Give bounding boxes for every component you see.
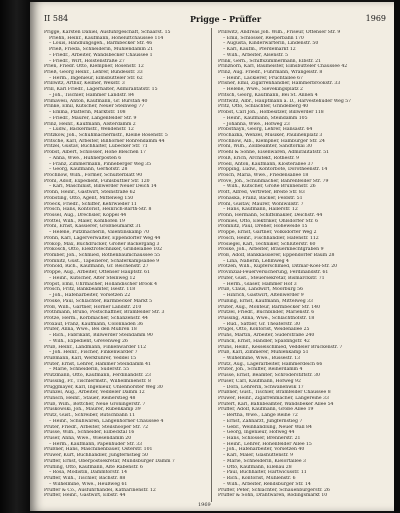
directory-entry: Prokosch, Otto, Elektrotechniker, Grindelallee 102	[44, 247, 163, 253]
directory-entry: Prösch, Hans, Kontorist, Heinrich-Barth-Str. 8	[44, 207, 152, 213]
directory-entry: Proeck, Friedr., Schiffer, Kehrwieder 11	[44, 201, 137, 207]
directory-entry: – Bertha, Wwe., Lange Reihe 72	[223, 413, 298, 419]
directory-entry: – Heinr., Schuhwaren, Langenhorner Chaussee 4	[49, 418, 164, 424]
directory-entry: Promber, Joh., Schmied, Rothenbaumchaussee 55	[44, 253, 161, 259]
directory-entry: Pröpping, Ludw., Kontorbote, Dorotheenstr. 14	[218, 167, 328, 173]
book-binding-gutter	[0, 0, 30, 513]
directory-entry: Proppe, Ernst, Gärtner, Volksdorfer Weg 2	[218, 230, 317, 236]
directory-entry: – Hans, Kaufmann, Hallerstr. 12	[223, 207, 298, 213]
directory-entry: Prillwitz, Arthur, Kellner, Wexstr. 3	[44, 81, 125, 87]
directory-entry: Prochnow, Wilh., Former, Schulterblatt 90	[44, 172, 143, 178]
directory-entry: Prieß, Georg Heinr., Lehrer, Bundesstr. 33	[44, 70, 143, 76]
directory-entry: Promnitz, Gust., Tapezierer, Schäferkampsallee 9	[44, 258, 160, 264]
directory-entry: Prochazka, Wenzel, Musiker, Paulinenplatz 3	[218, 132, 323, 138]
directory-entry: – Joh., Hafenarbeiter, Vorsetzen 40	[223, 447, 305, 453]
directory-entry: Prosch, Heinr., Fischhändler, Hafenstr. 112	[218, 235, 319, 241]
directory-entry: Prüsse, Wilh., Schneider, Eilbecktal 16	[44, 430, 135, 436]
directory-entry: Prittwitz, Albr., Hauptmann a. D., Harvestehuder Weg 57	[218, 98, 352, 104]
directory-entry: – Anna, Wwe., Hühnerposten 6	[49, 155, 122, 161]
directory-entry: Pruß, Wilh., Böttcher, Neue Gröningerstr. 7	[44, 401, 146, 407]
directory-entry: Pritsch, Georg, Kaufmann, Bei St. Annen 4	[218, 92, 318, 98]
directory-entry: Prüffer & Co., Ausfuhrhandel, Katharinenstr. 12	[44, 487, 156, 493]
directory-entry: Prüfer, Anna, Wwe., Bei den Mühren 18	[44, 327, 137, 333]
running-head-right: 1969	[365, 14, 386, 23]
directory-entry: Pritz, Otto, Schlachter, Grindelberg 40	[218, 104, 309, 110]
directory-entry: Prösch, Maria, Wwe., Friedensallee 18	[218, 172, 309, 178]
directory-entry: Prüser, Anna, Wwe., Wiesendamm 20	[44, 436, 132, 442]
directory-entry: Proehl & Söhne, Eisenwaren, Admiralitätstr. 51	[218, 150, 330, 156]
directory-entry: – Heinr., Lehrer, Hohenfelder Allee 15	[223, 441, 312, 447]
directory-entry: Prohl, Ernst, Kassierer, Großneumarkt 31	[44, 224, 142, 230]
directory-entry: Prohn, Karl, Lagerverwalter, Eppendorfer Weg 44	[44, 235, 161, 241]
directory-entry: Prutz, Gust., Schreiber, Rutschbahn 11	[44, 413, 136, 419]
directory-entry: – Friedr., Maurer, Langenfelder Str. 9	[49, 115, 137, 121]
directory-entry: Pröhl, Wilh., Zollbeamter, Sandtorkai 30	[218, 144, 313, 150]
directory-entry: Prüser, Carl, Kaufmann, Hofweg 92	[218, 378, 301, 384]
directory-entry: – Louis, Handlungsgeh., Barmbecker Str. 46	[49, 41, 153, 47]
directory-entry: Prüffer, Heinr., Gastwirt, Elbstr. 44	[44, 493, 126, 499]
directory-entry: – Herm., Glaser, Hammer Hof 3	[223, 281, 297, 287]
running-header	[30, 2, 394, 28]
directory-entry: – Johanna, Wwe., Hofweg 23	[223, 121, 290, 127]
directory-entry: – Joh., Tischler, Hammer Landstr. 84	[49, 92, 135, 98]
directory-entry: Pröttel, Wilh., Maler, Kohlhöfen 19	[44, 218, 125, 224]
directory-entry: Propst, Emil, Uhrmacher, Holländischer Brook 4	[44, 281, 158, 287]
directory-entry: – Ludw., Bäckermstr., Wendenstr. 12	[49, 127, 134, 133]
directory-entry: Prüsse, Ernst, Beamter, Schröderstiftstr. 30	[218, 373, 320, 379]
directory-entry: Pröve, Joh., Schuhmacher, Bahrenfelder Str. 79	[218, 178, 329, 184]
directory-entry: Proske, Paul, Schlachter, Barmbecker Markt 5	[44, 298, 153, 304]
directory-entry: Prüssing, Anna, Wwe., Schlachthofstr. 18	[218, 315, 315, 321]
directory-entry: Proppe, Aug., Arbeiter, Ottenser Hauptstr. 61	[44, 270, 151, 276]
directory-entry: – Heinr., Lackierer, Fruchtallee 67	[223, 75, 303, 81]
directory-entry: Prössel, Aug., Drechsler, Koppel 44	[44, 213, 127, 218]
directory-entry: Pronold, Rich., Kaufmann, Gr. Reichenstr. 27	[44, 264, 149, 270]
directory-entry: – Friedr., Arbeiter, Wandsbecker Chaussee 1	[49, 52, 153, 58]
directory-entry: Probst, Carl Joh., Hofbesitzer, Billwerder 118	[218, 110, 324, 116]
directory-entry: Proft, Alfred, Vertreter, Breite Str. 83	[218, 190, 305, 196]
directory-entry: Prüßner, Gust., Tischler, Bramfelder Chaussee 8	[218, 390, 331, 396]
directory-entry: Prien, Friedr. Otto, Klempner, Rosenstr. 12	[44, 64, 144, 70]
directory-entry: Prosiegel, Karl, Techniker, Schlüterstr. 60	[218, 241, 316, 247]
directory-entry: Prohn, Hermann, Schiffsmakler, Deichstr. 44	[218, 213, 323, 218]
directory-entry: Prüffer, Ernst, Oberpostsekretär, Mundsburger Damm 7	[44, 458, 175, 464]
directory-entry: – Franz, Zimmermann, Pinneberger Weg 35	[49, 161, 152, 167]
directory-entry: – Paul, Buchhalter, Hartwicusstr. 11	[223, 470, 307, 476]
directory-entry: Pröhl, Adolf, Expedient, Fuhlsbüttler Str. 120	[44, 178, 150, 184]
directory-entry: Prüß, Claus, Landwirt, Moorburg 56	[218, 287, 304, 293]
directory-entry: Prüwer, Kurt, Buchhändler, Jungfernstieg 50	[44, 453, 148, 459]
directory-entry: Prüfer, Gust., Steuersekretär, Bismarckstr. 71	[218, 275, 325, 281]
directory-entry: Prüffer, Wilh., Tischler, Bachstr. 88	[44, 476, 126, 482]
directory-entry: – Augusta, Kinderwärterin, Lindenstr. 50	[223, 41, 319, 47]
directory-entry: Pritzkow, Joh., Schuhmachermstr., Kleine Rosenstr. 5	[44, 132, 168, 138]
directory-entry: Prothmann, Bruno, Postschaffner, Bramfelder Str. 3	[44, 310, 165, 316]
directory-entry: – Wilh., Expedient, Grevenweg 26	[49, 338, 128, 344]
directory-entry: Promies, Otto, Elektriker, Ohlsdorfer Str. 6	[218, 218, 319, 224]
directory-entry: Promnitz, Paul, Dreher, Hoheweide 15	[218, 224, 308, 230]
directory-entry: – Marie, Schneiderin, Süderstr. 55	[49, 367, 130, 373]
directory-entry: Prüter, Ernst, Lehrer, Hammer Steindamm 41	[44, 361, 151, 367]
directory-entry: Prisner, Emil, Zigarrenhändler, Hammerbrookstr. 33	[218, 81, 341, 87]
directory-entry: – Emma, Plätterin, Marktstr. 108	[49, 110, 126, 116]
directory-entry: – Joh. Heinr., Fischer, Finkenwärder 7	[49, 350, 138, 356]
directory-entry: – Karl, Kaufm., Pferdemarkt 12	[223, 47, 296, 53]
right-column-entries	[218, 30, 390, 502]
directory-entry: Provinzial-Feuerversicherung, Ferdinandstr. 61	[218, 270, 329, 276]
directory-entry: – Gebr., Weinhandlung, Neuer Wall 84	[223, 424, 312, 430]
directory-entry: – Rud., Sattler, Gr. Theaterstr. 30	[223, 321, 301, 327]
page-number: II 584	[44, 14, 69, 23]
directory-entry: – Wilhelmine, Wwe., Bussestr. 13	[223, 355, 301, 361]
directory-entry: – Rich., Kontorist, Mühlenstr. 6	[223, 476, 296, 482]
directory-entry: Probsthayn, Georg, Lehrer, Hansastr. 64	[218, 127, 313, 133]
directory-entry: Proell, Anton, Kaufmann, Klosterallee 37	[218, 161, 314, 167]
directory-entry: Prüwer, Heinr., Zigarrenmacher, Langereihe 33	[218, 396, 329, 401]
directory-entry: Proske, Joh., Arbeiter, Brauerknechtgraben 9	[218, 247, 324, 253]
directory-entry: Prüßmann, Karl, Werkführer, Veddel 15	[44, 355, 137, 361]
directory-entry: Pruhs, Martin, Arbeiter, Süderstraße 240	[218, 333, 315, 339]
directory-entry: – Georg, Ingenieur, Hofweg 44	[223, 430, 295, 436]
directory-entry: – Helene, Putzmacherin, Valentinskamp 70	[49, 230, 150, 236]
directory-entry: Prohl, Gustav, Maurer, Wohlwillstr. 7	[218, 201, 304, 207]
directory-entry: Prinzhorn, Karl, Baumeister, Eimsbütteler Chaussee 42	[218, 64, 348, 70]
directory-entry: Prugel, Otto, Kontorist, Weidenallee 25	[218, 327, 310, 333]
directory-entry: – Herm., Ingenieur, Eimsbütteler Str. 62	[49, 75, 143, 81]
directory-entry: Prink, Gerh., Schiffszimmermann, Elbstr. 21	[218, 58, 321, 64]
directory-entry: Prochnow, Alb., Klempner, Hamburger Str. 24	[218, 138, 325, 144]
directory-entry: Prüffer, Peter, Schlachter, Schauenburgerstr. 26	[218, 487, 330, 493]
directory-entry: Priehn, Heinr., Kaufmann, Hoheluftchaussee 114	[49, 35, 164, 41]
directory-entry: – Karl, Maschinist, Billwerder Neuer Deich 14	[49, 184, 157, 190]
directory-entry: Pröhn, Heinr., Gastwirt, Steinstraße 62	[44, 190, 136, 196]
directory-entry: – Rosa, Modistin, Dammtorstr. 14	[49, 470, 128, 476]
directory-entry: – Dora, Lehrerin, Schwanenwik 17	[223, 384, 304, 390]
directory-entry: Prosch, Fritz, Bankbeamter, Isestr. 118	[44, 287, 136, 293]
directory-entry: Prüßner, Hans, Maschinenbauer, Osterstr. 101	[44, 447, 153, 453]
directory-entry: Probst, Albert, Schlosser, Hohe Bleichen 17	[44, 150, 146, 156]
directory-entry: Pruter, Friedr., Arbeiter, Steilshooper Str. 72	[44, 424, 149, 430]
directory-entry: Prigge, Karsten Daniel, Ausfuhrgeschäft, Schaarst. 15	[44, 30, 171, 35]
directory-entry: – Lina, Näherin, Lehmweg 4	[223, 258, 289, 264]
directory-entry: Pruß, Karl, Zimmerer, Mühlenkamp 51	[218, 350, 309, 356]
column-divider	[211, 28, 212, 502]
directory-entry: Prunzel, Aug., Arbeiter, Veddeler Damm 12	[44, 390, 145, 396]
directory-page	[30, 2, 394, 511]
scan-right-edge	[394, 0, 400, 513]
directory-entry: Pruns, Heinr., Kesselschmied, Veddeler Brückenstr. 7	[218, 344, 343, 350]
directory-entry: Prüfling, Otto, Kaufmann, Alte Rabenstr. 6	[44, 464, 143, 470]
directory-entry: Pröbsting, Otto, Agent, Mittelweg 150	[44, 195, 134, 201]
directory-entry: – Heinr., Kutscher, Alter Steinweg 12	[49, 275, 136, 281]
directory-entry: Prüssing, Fr., Tischlermstr., Wilhelminenstr. 8	[44, 378, 151, 384]
directory-entry: – Rich., Fabrikant, Billwerder Steindamm 90	[49, 333, 153, 339]
directory-entry: Primavesi, Anton, Kaufmann, Gr. Burstah 40	[44, 98, 148, 104]
directory-entry: Proxauf, Franz, Kaufmann, Colonnaden 36	[44, 321, 144, 327]
directory-entry: Prutz, Aug., Lagerarbeiter, Hammerdeich 66	[218, 361, 323, 367]
directory-entry: Protze, Herm., Korbmacher, Schanzenstr. 44	[44, 315, 148, 321]
directory-entry: Prinz, Aug. Friedr., Fuhrmann, Wrangelstr. 8	[218, 70, 323, 76]
directory-entry: Prüfert, Karl, Bahnbeamter, Wandsbeker Allee 54	[218, 401, 334, 407]
directory-entry: – Hans, Schlosser, Brennerstr. 21	[223, 436, 301, 442]
directory-entry: – Otto, Kaufmann, Eilenau 28	[223, 464, 292, 470]
directory-entry: – Helene, Wwe., Sievekingsplatz 2	[223, 87, 303, 93]
directory-entry: – Wilh., Kutscher, Große Brunnenstr. 26	[223, 184, 316, 190]
running-head-title: Prigge – Prüffer	[190, 14, 262, 24]
directory-entry: Prüßing, Ernst, Kaufmann, Mittelweg 33	[218, 298, 313, 304]
directory-entry: Prohaska, Franz, Bäcker, Feldstr. 51	[218, 195, 303, 201]
directory-entry: – Friedr., Wirt, Holstenstraße 27	[49, 58, 125, 64]
directory-entry: Prieß, Frieda, Schneiderin, Mühlendamm 21	[49, 47, 154, 53]
directory-entry: Prunsch, Heinr., Stauer, Reiherstieg 48	[44, 396, 136, 401]
directory-entry: Protzen, Wilh., Kupferschmied, Ditmar-Koel-Str. 20	[218, 264, 338, 270]
directory-entry: Prüß, Heinr., Landmann, Finkenwärder 112	[44, 344, 147, 350]
directory-entry: Pritsche, Karl, Arbeiter, Billhorner Röhrendamm 44	[44, 138, 165, 144]
directory-entry: – Wilh., Arbeiter, Alsenstr. 5	[223, 52, 289, 58]
directory-entry: – Wilhelmine, Wwe., Heußweg 61	[49, 481, 128, 487]
directory-entry: – Georg, Kaufmann, Gerhofstr. 28	[49, 167, 128, 173]
directory-entry: – Joh., Hafenarbeiter, Vorsetzen 22	[49, 293, 131, 299]
directory-entry: Prunck, Ernst, Händler, Spaldingstr. 42	[218, 338, 310, 344]
directory-entry: Proß, Wilh., Gärtner, Horner Landstr. 210	[44, 304, 142, 310]
directory-entry: Prinke, Emil, Kutscher, Neuer Steinweg 77	[44, 104, 145, 110]
directory-entry: – Herm., Kaufmann, Papenhuder Str. 33	[49, 441, 143, 447]
directory-entry: – Heinr., Kaufmann, Steindamm 105	[223, 115, 308, 121]
page-footer: 1969	[198, 502, 211, 508]
directory-entry: Prüter, Aug., Monteur, Barmbecker Str. 140	[218, 304, 321, 310]
directory-entry: – Hinrich, Gastwirt, Altenwerder 9	[223, 293, 304, 299]
directory-entry: Prillwitz, Andreas Joh. Wilh., Friseur, Ottenser Str. 9	[218, 30, 341, 35]
left-column-entries	[44, 30, 206, 502]
directory-entry: Prützmann, Otto, Kaufmann, Ferdinandstr. 23	[44, 373, 151, 379]
directory-entry: – Marie, Schneiderin, Kielortallee 3	[223, 458, 306, 464]
directory-entry: Prinz, Heinr., Kaufmann, Alsterdamm 2	[44, 121, 136, 127]
directory-entry: – Ernst, Zahnarzt, Jungfernstieg 7	[223, 418, 303, 424]
directory-entry: Prützel, Friedr., Buchbinder, Marienstr. 6	[218, 310, 315, 316]
directory-entry: Pruggmayer, Karl, Ingenieur, Uhlenhorster Weg 30	[44, 384, 163, 390]
directory-entry: Prill, Karl Friedr., Lagerhalter, Admiralitätstr. 15	[44, 87, 158, 93]
directory-entry: Proß, Adolf, Bankkassierer, Eppendorfer Baum 28	[218, 253, 335, 259]
directory-entry: – Wilh., Arbeiter, Rendsburger Str. 14	[223, 481, 311, 487]
directory-entry: – Karl, Maler, Glashüttenstr. 9	[223, 453, 294, 459]
directory-entry: Pruskowski, Joh., Maurer, Rübenkamp 39	[44, 407, 141, 413]
directory-entry: Prüffer & Sohn, Drahtwaren, Rödingsmarkt 10	[218, 493, 328, 499]
directory-entry: Pritzel, Gustav, Buchhalter, Lübecker Str. 71	[44, 144, 148, 150]
directory-entry: Prokop, Max, Buchdrucker, Großer Bäckergang 3	[44, 241, 160, 247]
directory-entry: – Emil, Schlosser, Reeperbahn 170	[223, 35, 304, 41]
directory-entry: Prölß, Erich, Architekt, Rothestr. 9	[218, 155, 300, 161]
directory-entry: Prüffer, Adolf, Kaufmann, Große Allee 19	[218, 407, 314, 413]
directory-entry: Pruter, Joh., Schiffer, Reiherdamm 4	[218, 367, 303, 373]
